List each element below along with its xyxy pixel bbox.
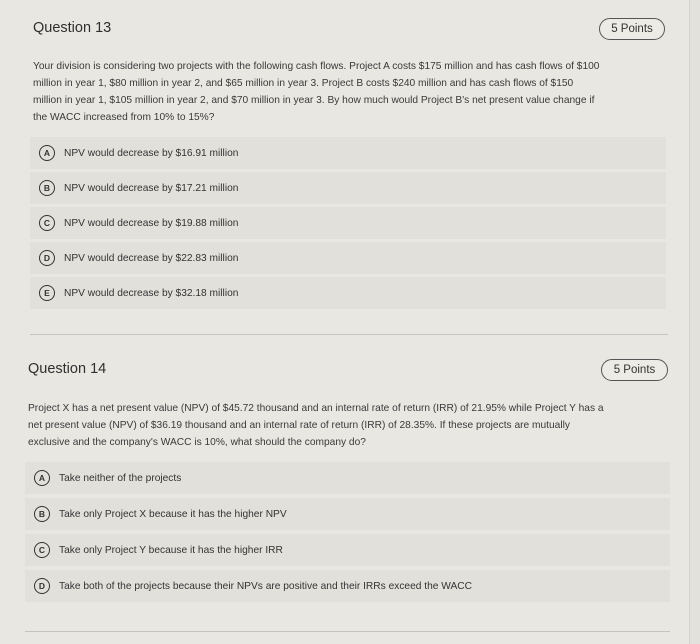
option-b[interactable]: [30, 172, 666, 204]
option-e[interactable]: [30, 277, 666, 309]
option-letter-icon: C: [39, 215, 55, 231]
question-divider: [30, 334, 668, 335]
question-text-line: million in year 1, $80 million in year 2, and $65 million in year 3. Project B costs $240 million and has cash flows of $150: [33, 78, 574, 89]
option-letter-icon: E: [39, 285, 55, 301]
option-letter-icon: B: [39, 180, 55, 196]
scrollbar-edge: [689, 0, 700, 644]
option-letter-icon: D: [34, 578, 50, 594]
option-label: NPV would decrease by $32.18 million: [64, 287, 239, 299]
option-label: Take only Project X because it has the higher NPV: [59, 508, 287, 520]
option-label: NPV would decrease by $16.91 million: [64, 147, 239, 159]
question-text: [28, 400, 673, 451]
question-divider: [25, 631, 670, 632]
option-label: Take both of the projects because their NPVs are positive and their IRRs exceed the WACC: [59, 580, 472, 592]
option-label: NPV would decrease by $19.88 million: [64, 217, 239, 229]
option-c[interactable]: [30, 207, 666, 239]
option-letter-icon: C: [34, 542, 50, 558]
option-b[interactable]: [25, 498, 670, 530]
option-letter-icon: A: [39, 145, 55, 161]
question-text-line: Your division is considering two projects with the following cash flows. Project A costs $175 million and has cash flows of $100: [33, 61, 600, 72]
option-d[interactable]: [25, 570, 670, 602]
option-letter-icon: D: [39, 250, 55, 266]
question-text-line: Project X has a net present value (NPV) of $45.72 thousand and an internal rate of return (IRR) of 21.95% while Project Y has a: [28, 403, 604, 414]
question-text-line: net present value (NPV) of $36.19 thousand and an internal rate of return (IRR) of 28.35%. If these projects are mutually: [28, 420, 570, 431]
option-label: Take only Project Y because it has the higher IRR: [59, 544, 283, 556]
option-c[interactable]: [25, 534, 670, 566]
question-text: [33, 58, 673, 126]
option-label: NPV would decrease by $22.83 million: [64, 252, 239, 264]
option-label: Take neither of the projects: [59, 472, 182, 484]
question-title: Question 13: [33, 20, 112, 36]
question-text-line: million in year 1, $105 million in year 2, and $70 million in year 3. By how much would Project B's net present value change if: [33, 95, 595, 106]
option-label: NPV would decrease by $17.21 million: [64, 182, 239, 194]
option-d[interactable]: [30, 242, 666, 274]
option-letter-icon: A: [34, 470, 50, 486]
option-letter-icon: B: [34, 506, 50, 522]
option-a[interactable]: [25, 462, 670, 494]
question-text-line: the WACC increased from 10% to 15%?: [33, 112, 215, 123]
question-title: Question 14: [28, 361, 107, 377]
option-a[interactable]: [30, 137, 666, 169]
points-badge: 5 Points: [599, 18, 665, 40]
points-badge: 5 Points: [601, 359, 668, 381]
question-text-line: exclusive and the company's WACC is 10%, what should the company do?: [28, 437, 366, 448]
